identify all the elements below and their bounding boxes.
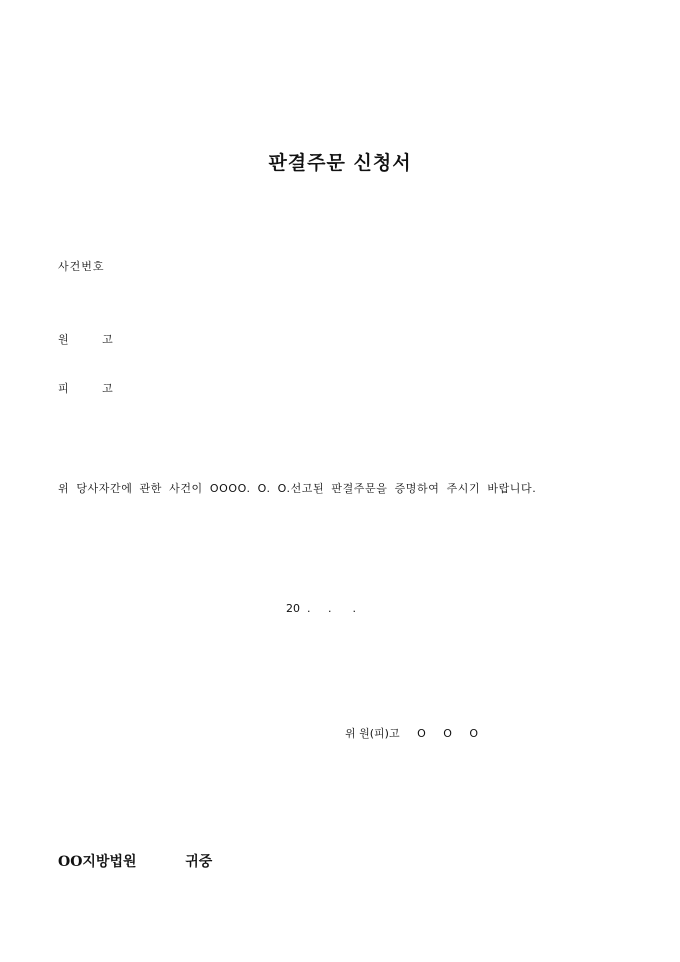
signature-line: 위 원(피)고 O O O (345, 727, 479, 740)
plaintiff-label (58, 331, 114, 347)
document-title: 판결주문 신청서 (268, 152, 412, 174)
request-statement: 위 당사자간에 관한 사건이 OOOO. O. O.선고된 판결주문을 증명하여 주시기 바랍니다. (58, 482, 537, 495)
court-name: OO지방법원 귀중 (58, 854, 213, 870)
defendant-label (58, 380, 114, 396)
case-number-label: 사건번호 (58, 260, 105, 273)
plaintiff-label-text: 원 고 (58, 333, 114, 346)
date-line: 20 . . . (286, 602, 356, 615)
defendant-label-text: 피 고 (58, 382, 114, 395)
